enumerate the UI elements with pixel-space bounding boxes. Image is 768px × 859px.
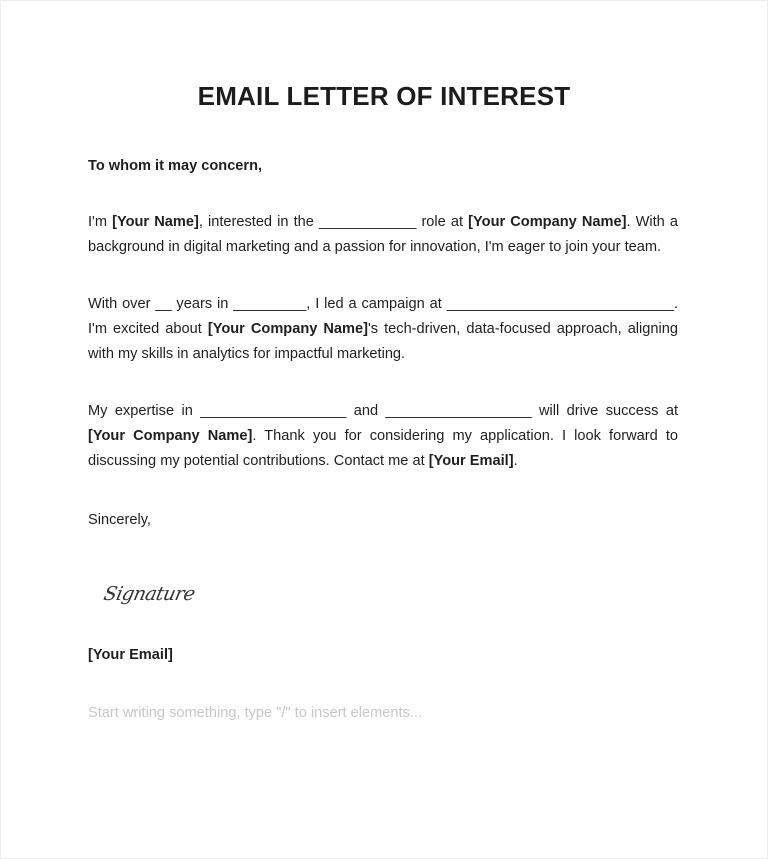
text-segment: 's tech-driven, data-focused approach, aligning with my skills in analytics for impactful marketing. (88, 321, 679, 362)
text-segment: . Thank you for considering my application. I look forward to discussing my potential contributions. Contact me at (88, 428, 678, 469)
placeholder-company-name: [Your Company Name] (207, 321, 368, 337)
text-segment: . With a background in digital marketing and a passion for innovation, I'm eager to join your team. (88, 214, 678, 255)
signature-image: Signature (101, 583, 197, 605)
paragraph-experience (88, 292, 678, 367)
paragraph-intro (88, 210, 678, 260)
placeholder-your-name: [Your Name] (112, 214, 199, 230)
signoff-email: [Your Email] (88, 647, 173, 663)
text-segment: With over __ years in _________, I led a campaign at ____________________________. I'm excited about (88, 296, 678, 337)
placeholder-company-name: [Your Company Name] (88, 428, 253, 444)
text-segment: . (513, 453, 518, 469)
greeting: To whom it may concern, (88, 158, 263, 174)
text-segment: I'm (88, 214, 113, 230)
placeholder-email: [Your Email] (428, 453, 514, 469)
editor-input-placeholder[interactable]: Start writing something, type "/" to insert elements... (88, 705, 422, 721)
closing: Sincerely, (88, 512, 151, 528)
document-title: EMAIL LETTER OF INTEREST (197, 81, 571, 111)
text-segment: My expertise in __________________ and __________________ will drive success at (88, 403, 678, 419)
placeholder-company-name: [Your Company Name] (468, 214, 627, 230)
text-segment: , interested in the ____________ role at (198, 214, 469, 230)
paragraph-expertise (88, 399, 678, 474)
